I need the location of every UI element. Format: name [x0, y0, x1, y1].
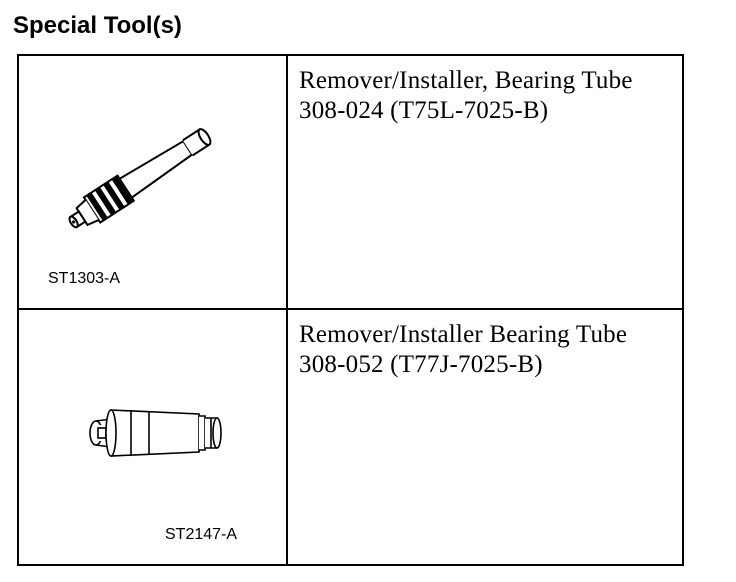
tool-row [18, 309, 683, 565]
tool-description [288, 56, 682, 126]
tool-name: Remover/Installer Bearing Tube [299, 320, 628, 348]
tool-description [288, 310, 682, 380]
figure-id-label: ST1303-A [48, 270, 121, 287]
tool-description-cell [287, 309, 683, 565]
tool-part-number: 308-052 (T77J-7025-B) [299, 350, 543, 378]
tool-row [18, 55, 683, 309]
tool-part-number: 308-024 (T75L-7025-B) [299, 97, 549, 124]
bearing-tube-tool-horizontal-icon [19, 310, 286, 565]
figure-id-label: ST2147-A [165, 525, 238, 543]
tool-name: Remover/Installer, Bearing Tube [299, 67, 633, 94]
special-tools-table [17, 54, 684, 566]
tool-illustration-cell [18, 55, 287, 309]
tool-description-cell [287, 55, 683, 309]
page-title: Special Tool(s) [13, 12, 182, 39]
tool-illustration-cell [18, 309, 287, 565]
